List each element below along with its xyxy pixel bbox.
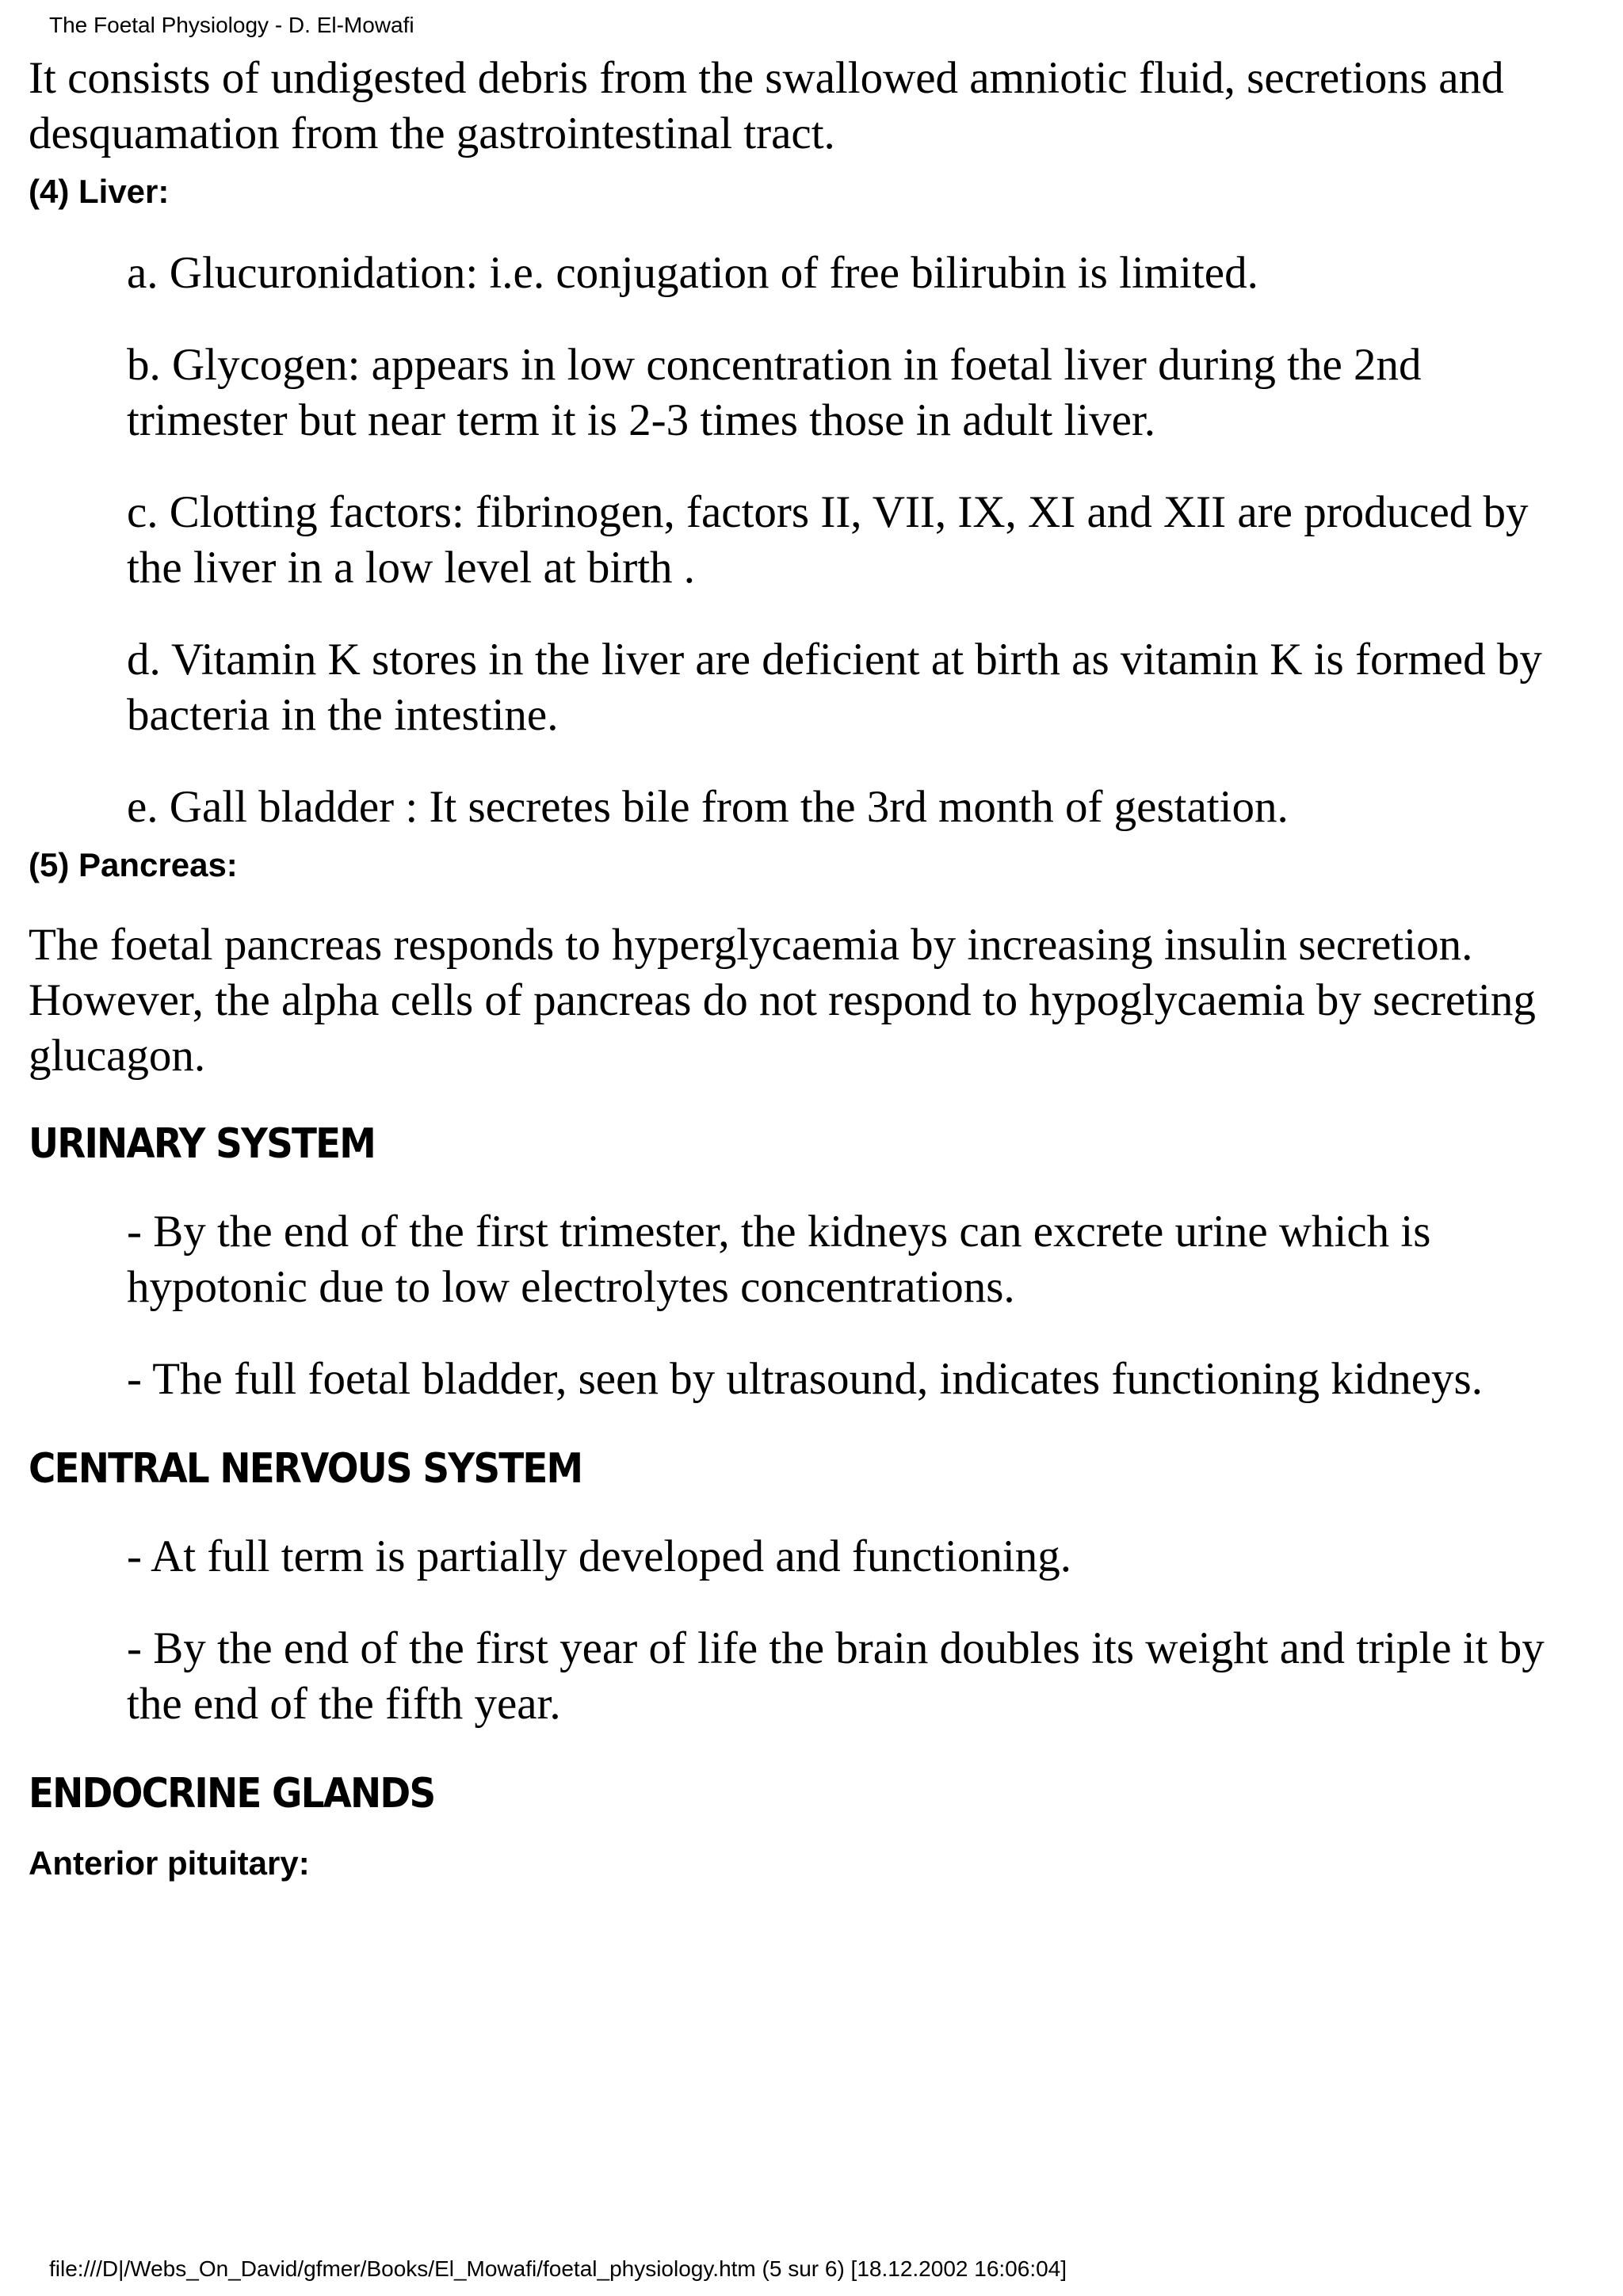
urinary-system-heading: URINARY SYSTEM	[29, 1120, 376, 1168]
pancreas-paragraph: The foetal pancreas responds to hyperglycaemia by increasing insulin secretion. However, the alpha cells of pancreas do not respond to hypoglycaemia by secreting glucagon.	[29, 920, 1536, 1081]
pancreas-heading: (5) Pancreas:	[29, 846, 238, 883]
liver-heading: (4) Liver:	[29, 173, 170, 210]
intro-paragraph: It consists of undigested debris from the swallowed amniotic fluid, secretions and desquamation from the gastrointestinal tract.	[29, 53, 1504, 158]
cns-heading: CENTRAL NERVOUS SYSTEM	[29, 1445, 582, 1493]
urinary-item-kidneys: - By the end of the first trimester, the kidneys can excrete urine which is hypotonic due to low electrolytes concentrations.	[127, 1207, 1431, 1312]
running-header: The Foetal Physiology - D. El-Mowafi	[49, 13, 414, 37]
liver-item-glycogen: b. Glycogen: appears in low concentration in foetal liver during the 2nd trimester but near term it is 2-3 times those in adult liver.	[127, 340, 1422, 445]
urinary-item-bladder: - The full foetal bladder, seen by ultrasound, indicates functioning kidneys.	[127, 1354, 1483, 1404]
cns-item-brain-weight: - By the end of the first year of life the brain doubles its weight and triple it by the end of the fifth year.	[127, 1623, 1545, 1729]
liver-item-vitamin-k: d. Vitamin K stores in the liver are deficient at birth as vitamin K is formed by bacteria in the intestine.	[127, 635, 1542, 740]
anterior-pituitary-heading: Anterior pituitary:	[29, 1844, 310, 1882]
page-content	[29, 51, 1582, 1884]
cns-item-full-term: - At full term is partially developed and functioning.	[127, 1531, 1071, 1581]
liver-item-clotting-factors: c. Clotting factors: fibrinogen, factors II, VII, IX, XI and XII are produced by the liver in a low level at birth .	[127, 487, 1529, 593]
liver-item-gall-bladder: e. Gall bladder : It secretes bile from the 3rd month of gestation.	[127, 782, 1289, 832]
endocrine-glands-heading: ENDOCRINE GLANDS	[29, 1770, 435, 1817]
liver-item-glucuronidation: a. Glucuronidation: i.e. conjugation of free bilirubin is limited.	[127, 248, 1258, 298]
running-footer: file:///D|/Webs_On_David/gfmer/Books/El_Mowafi/foetal_physiology.htm (5 sur 6) [18.12.2002 16:06:04]	[49, 2256, 1067, 2281]
